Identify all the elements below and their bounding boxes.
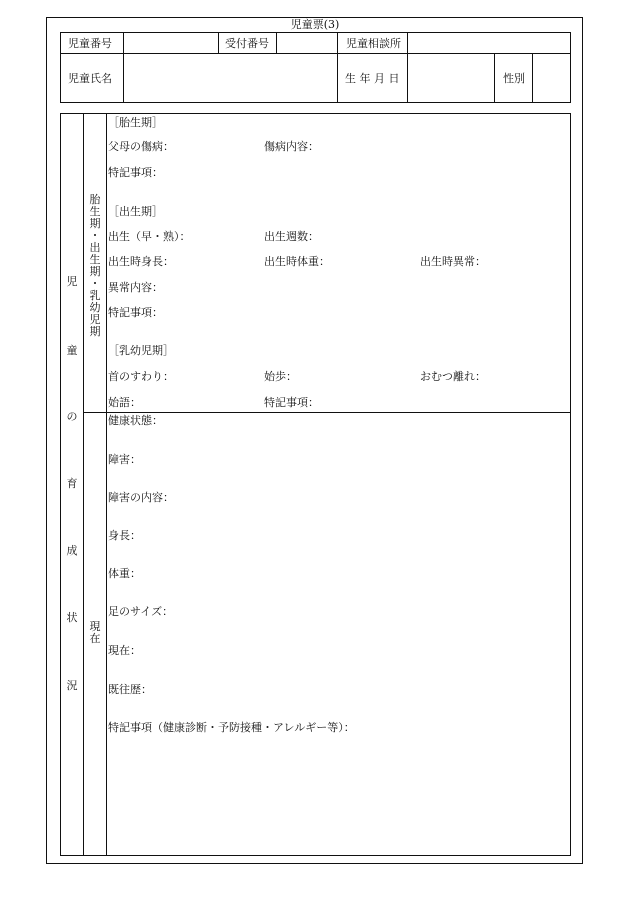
birth-weight-label: 出生時体重：	[264, 255, 330, 268]
parent-illness-label: 父母の傷病：	[108, 140, 174, 153]
neck-hold-label: 首のすわり：	[108, 370, 174, 383]
header-col-4	[337, 32, 338, 103]
early-period-label: 胎 生 期 ・ 出 生 期 ・ 乳 幼 児 期	[89, 193, 101, 338]
consultation-center-label: 児童相談所	[346, 37, 401, 50]
birth-height-label: 出生時身長：	[108, 255, 174, 268]
illness-content-label: 傷病内容：	[264, 140, 319, 153]
form-title: 児童票(3)	[290, 18, 340, 31]
infant-heading: ［乳幼児期］	[108, 344, 174, 357]
current-notes-label: 特記事項（健康診断・予防接種・アレルギー等）：	[108, 721, 355, 734]
infant-notes-label: 特記事項：	[264, 396, 319, 409]
present-label: 現在：	[108, 644, 141, 657]
first-words-label: 始語：	[108, 396, 141, 409]
section-label-char: 児	[66, 275, 78, 288]
gender-field[interactable]	[533, 54, 569, 102]
consultation-center-field[interactable]	[408, 33, 569, 52]
disability-content-label: 障害の内容：	[108, 491, 174, 504]
development-table	[60, 113, 571, 856]
birth-type-label: 出生（早・熟）：	[108, 230, 191, 243]
child-number-label: 児童番号	[68, 37, 112, 50]
birth-abnormal-label: 出生時異常：	[420, 255, 486, 268]
abnormal-content-label: 異常内容：	[108, 281, 163, 294]
reception-number-field[interactable]	[277, 33, 336, 52]
section-label-char: 況	[66, 679, 78, 692]
section-label-char: 状	[66, 611, 78, 624]
main-row-divider	[83, 412, 571, 413]
section-label-char: 童	[66, 344, 78, 357]
current-period-label: 現 在	[89, 620, 101, 645]
weight-label: 体重：	[108, 567, 141, 580]
birth-notes-label: 特記事項：	[108, 306, 163, 319]
birth-weeks-label: 出生週数：	[264, 230, 319, 243]
reception-number-label: 受付番号	[225, 37, 269, 50]
height-label: 身長：	[108, 529, 141, 542]
history-label: 既往歴：	[108, 683, 152, 696]
child-name-field[interactable]	[124, 54, 336, 102]
foot-size-label: 足のサイズ：	[108, 605, 174, 618]
fetal-heading: ［胎生期］	[108, 116, 163, 129]
header-col-2	[218, 32, 219, 53]
main-col-2	[106, 113, 107, 856]
child-number-field[interactable]	[124, 33, 217, 52]
birth-date-field[interactable]	[408, 54, 493, 102]
gender-label: 性別	[503, 72, 525, 85]
health-label: 健康状態：	[108, 414, 163, 427]
section-label-char: 育	[66, 477, 78, 490]
disability-label: 障害：	[108, 453, 141, 466]
header-col-6	[494, 53, 495, 103]
section-label-char: の	[66, 410, 78, 423]
section-label-char: 成	[66, 544, 78, 557]
birth-date-label: 生 年 月 日	[345, 72, 400, 85]
first-walk-label: 始歩：	[264, 370, 297, 383]
diaper-off-label: おむつ離れ：	[420, 370, 486, 383]
birth-heading: ［出生期］	[108, 205, 163, 218]
fetal-notes-label: 特記事項：	[108, 166, 163, 179]
child-name-label: 児童氏名	[68, 72, 112, 85]
